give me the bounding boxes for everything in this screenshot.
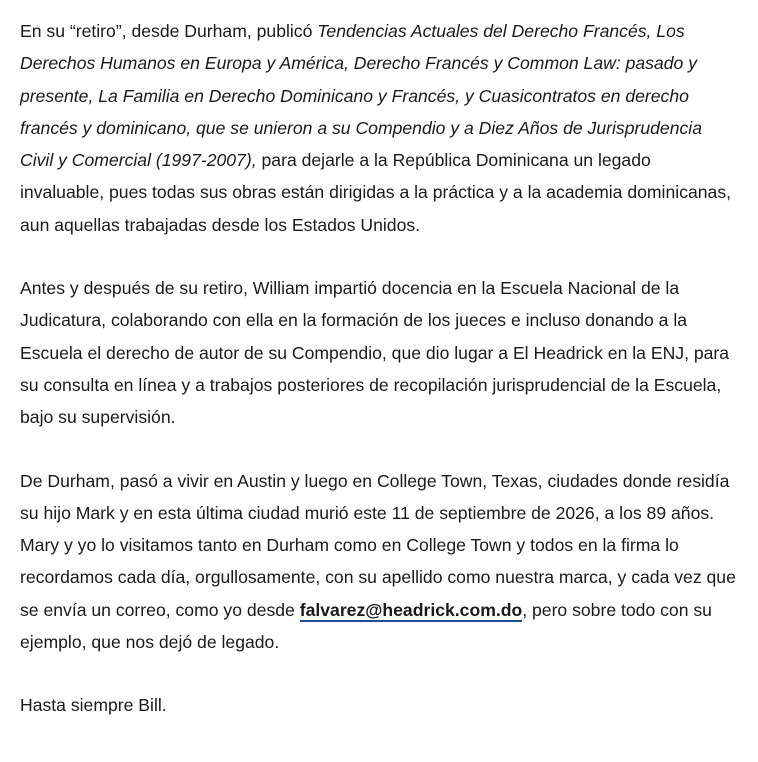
paragraph-text: De Durham, pasó a vivir en Austin y luego en College Town, Texas, ciudades donde residía su hijo Mark y en esta última ciudad murió este 11 de septiembre de 2026, a los 89 años. Mary y yo lo visitamos tanto en Durham como en College Town y todos en la firma lo recordamos cada día, orgullosamente, con su apellido como nuestra marca, y cada vez que se envía un correo, como yo desde [20, 470, 736, 620]
closing-line: Hasta siempre Bill. [20, 695, 167, 716]
paragraph-text: para dejarle a la República Dominicana un legado invaluable, pues todas sus obras están dirigidas a la práctica y a la academia dominicanas, aun aquellas trabajadas desde los Estados Unidos. [20, 150, 732, 235]
paragraph-teaching: Antes y después de su retiro, William impartió docencia en la Escuela Nacional de la Judicatura, colaborando con ella en la formación de los jueces e incluso donando a la Escuela el derecho de autor de su Compendio, que dio lugar a El Headrick en la ENJ, para su consulta en línea y a trabajos posteriores de recopilación jurisprudencial de la Escuela, bajo su supervisión. [20, 278, 730, 428]
paragraph-text: , pero sobre todo con su ejemplo, que nos dejó de legado. [20, 599, 712, 653]
book-titles: Tendencias Actuales del Derecho Francés, Los Derechos Humanos en Europa y América, Derecho Francés y Common Law: pasado y presente, La Familia en Derecho Dominicano y Francés, y Cuasicontratos en derecho francés y dominicano, que se unieron a su Compendio y a Diez Años de Jurisprudencia Civil y Comercial (1997-2007), [20, 21, 702, 171]
paragraph-later-life [20, 465, 738, 659]
paragraph-publications [20, 15, 738, 241]
paragraph-text: En su “retiro”, desde Durham, publicó [20, 21, 318, 41]
email-link[interactable]: falvarez@headrick.com.do [299, 599, 523, 620]
